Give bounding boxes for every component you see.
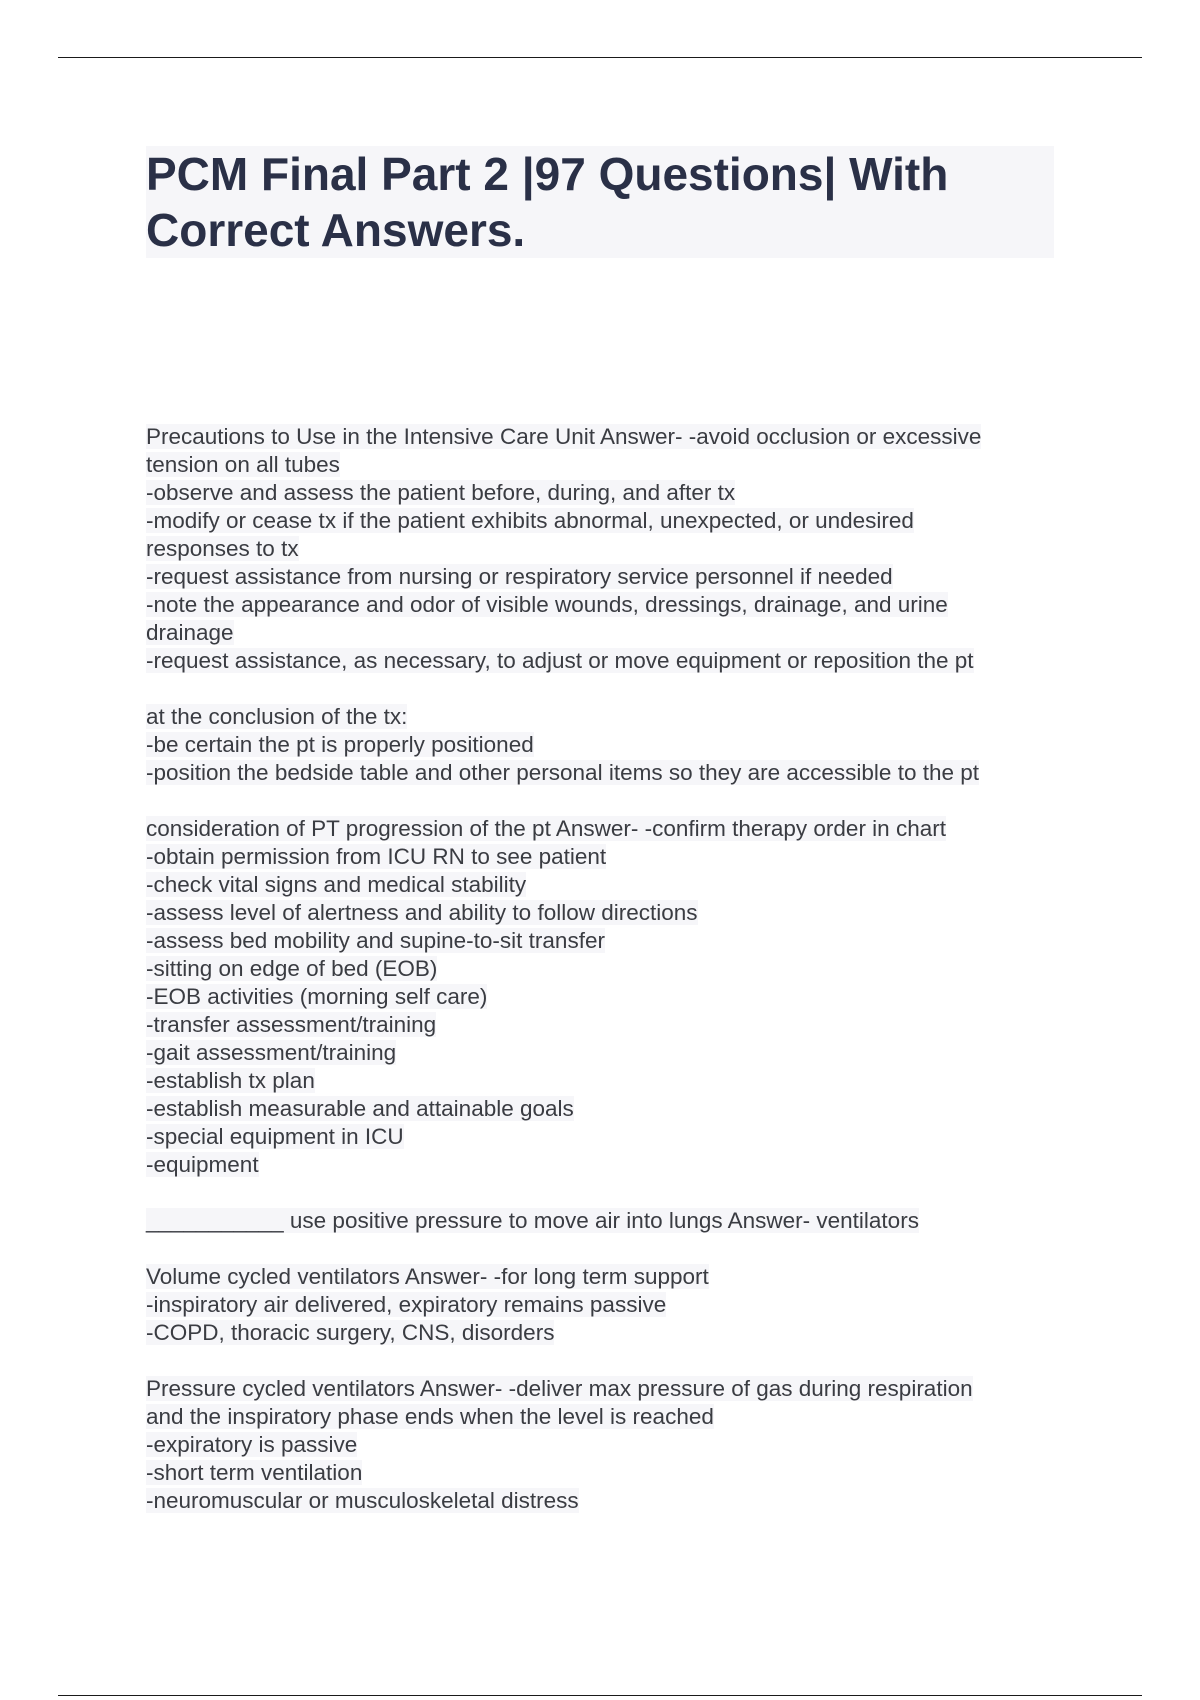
- entry-line: -be certain the pt is properly positioned: [146, 732, 534, 757]
- entry-line: -inspiratory air delivered, expiratory remains passive: [146, 1292, 667, 1317]
- entry-line: and the inspiratory phase ends when the level is reached: [146, 1404, 714, 1429]
- entry-line: Pressure cycled ventilators Answer- -deliver max pressure of gas during respiration: [146, 1376, 973, 1401]
- entry-line: -expiratory is passive: [146, 1432, 358, 1457]
- entry-line: -neuromuscular or musculoskeletal distress: [146, 1488, 579, 1513]
- entry-line: tension on all tubes: [146, 452, 340, 477]
- qa-entry: [146, 423, 1056, 787]
- entry-line: -obtain permission from ICU RN to see patient: [146, 844, 607, 869]
- entry-line: -position the bedside table and other personal items so they are accessible to the pt: [146, 760, 980, 785]
- entry-line: Precautions to Use in the Intensive Care Unit Answer- -avoid occlusion or excessive: [146, 424, 982, 449]
- page-title: [146, 146, 1054, 258]
- top-rule: [58, 57, 1142, 58]
- entry-line: ___________ use positive pressure to move air into lungs Answer- ventilators: [146, 1208, 919, 1233]
- title-line-2: Correct Answers.: [146, 204, 526, 256]
- entry-line: -sitting on edge of bed (EOB): [146, 956, 438, 981]
- entry-line: responses to tx: [146, 536, 299, 561]
- entry-line: -EOB activities (morning self care): [146, 984, 488, 1009]
- entry-line: -assess bed mobility and supine-to-sit transfer: [146, 928, 605, 953]
- entry-line: -modify or cease tx if the patient exhibits abnormal, unexpected, or undesired: [146, 508, 914, 533]
- entry-line: -equipment: [146, 1152, 259, 1177]
- entry-line: -request assistance, as necessary, to adjust or move equipment or reposition the pt: [146, 648, 974, 673]
- paragraph-gap: [146, 675, 1056, 703]
- qa-entry: [146, 1263, 1056, 1347]
- title-block: [146, 146, 1054, 258]
- entry-line: -assess level of alertness and ability to follow directions: [146, 900, 698, 925]
- entry-line: -note the appearance and odor of visible wounds, dressings, drainage, and urine: [146, 592, 948, 617]
- qa-entry: [146, 1375, 1056, 1515]
- entry-line: drainage: [146, 620, 234, 645]
- qa-entry: [146, 1207, 1056, 1235]
- entry-line: -short term ventilation: [146, 1460, 363, 1485]
- entry-line: -gait assessment/training: [146, 1040, 397, 1065]
- entry-line: Volume cycled ventilators Answer- -for long term support: [146, 1264, 709, 1289]
- entry-line: -transfer assessment/training: [146, 1012, 437, 1037]
- title-line-1: PCM Final Part 2 |97 Questions| With: [146, 148, 949, 200]
- entry-line: -establish measurable and attainable goals: [146, 1096, 574, 1121]
- entry-line: -request assistance from nursing or respiratory service personnel if needed: [146, 564, 893, 589]
- qa-entry: [146, 815, 1056, 1179]
- entry-line: at the conclusion of the tx:: [146, 704, 408, 729]
- bottom-rule: [58, 1695, 1142, 1696]
- entry-line: consideration of PT progression of the pt Answer- -confirm therapy order in chart: [146, 816, 946, 841]
- entry-line: -establish tx plan: [146, 1068, 315, 1093]
- entry-line: -special equipment in ICU: [146, 1124, 404, 1149]
- qa-content: [146, 423, 1056, 1543]
- entry-line: -observe and assess the patient before, during, and after tx: [146, 480, 736, 505]
- entry-line: -COPD, thoracic surgery, CNS, disorders: [146, 1320, 555, 1345]
- entry-line: -check vital signs and medical stability: [146, 872, 527, 897]
